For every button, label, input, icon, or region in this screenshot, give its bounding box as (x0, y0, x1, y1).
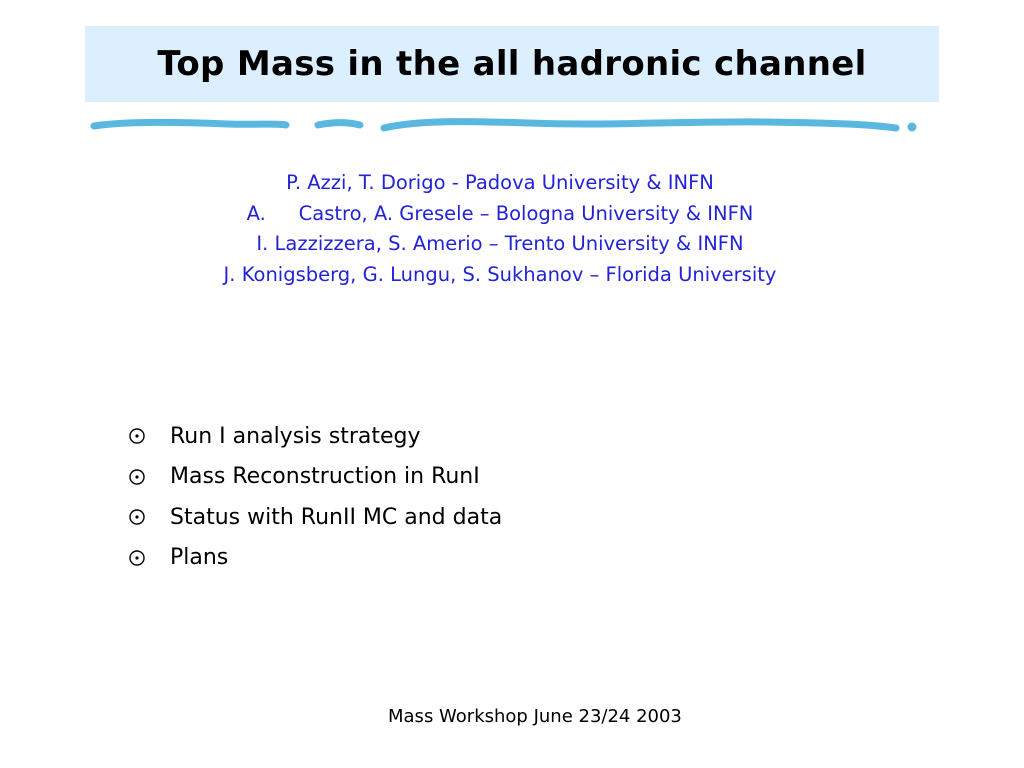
circled-dot-icon (128, 468, 146, 486)
list-item (128, 416, 502, 457)
author-line (100, 260, 900, 291)
circled-dot-icon (128, 508, 146, 526)
author-list (100, 168, 900, 290)
list-item (128, 457, 502, 498)
author-text: J. Konigsberg, G. Lungu, S. Sukhanov – Florida University (223, 262, 777, 286)
author-text: Castro, A. Gresele – Bologna University & INFN (298, 201, 754, 225)
author-text: P. Azzi, T. Dorigo - Padova University & INFN (286, 171, 714, 194)
author-line (100, 229, 900, 260)
author-text: I. Lazzizzera, S. Amerio – Trento University & INFN (256, 232, 744, 255)
title-banner (85, 26, 939, 102)
author-line (100, 199, 900, 230)
list-item (128, 538, 502, 579)
slide-title: Top Mass in the all hadronic channel (157, 44, 867, 84)
author-line (100, 168, 900, 199)
list-item-label: Plans (170, 545, 229, 571)
list-item (128, 497, 502, 538)
agenda-list (128, 416, 502, 578)
circled-dot-icon (128, 549, 146, 567)
footer-text: Mass Workshop June 23/24 2003 (388, 706, 682, 727)
list-item-label: Status with RunII MC and data (170, 504, 503, 530)
list-item-label: Mass Reconstruction in RunI (170, 464, 480, 490)
author-numbering: A. (246, 201, 266, 225)
list-item-label: Run I analysis strategy (170, 423, 421, 449)
circled-dot-icon (128, 427, 146, 445)
wavy-divider (88, 114, 928, 140)
